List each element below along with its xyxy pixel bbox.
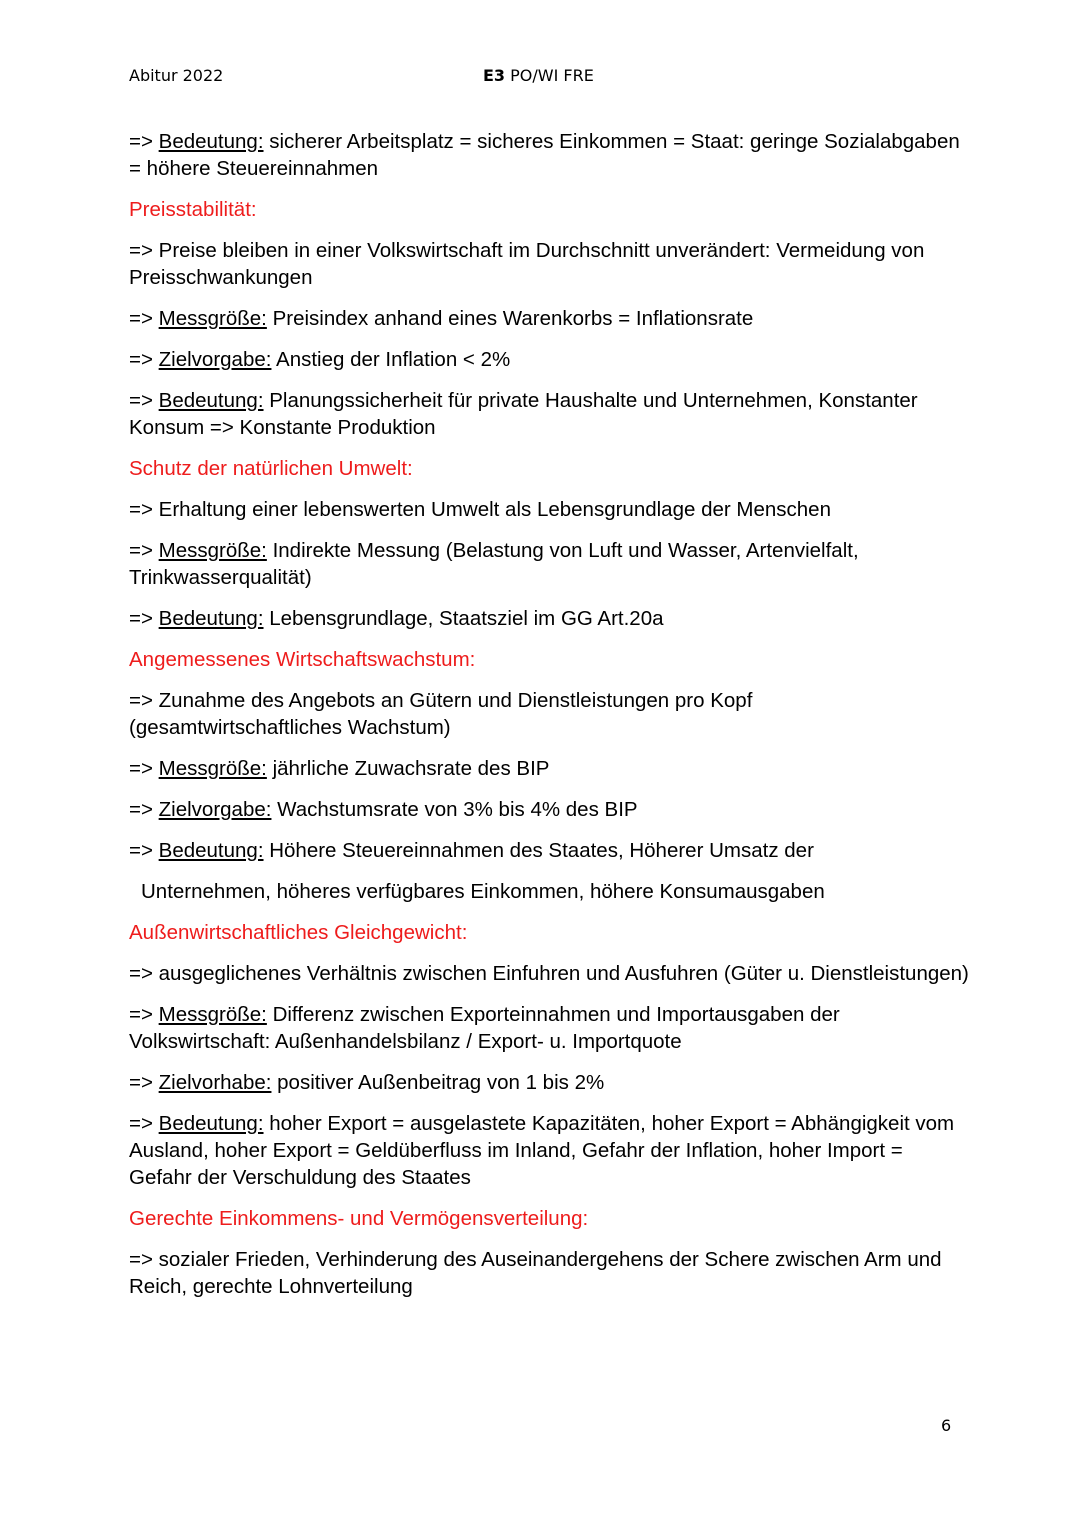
arrow-marker: =>	[129, 962, 159, 985]
bullet-item	[129, 305, 969, 332]
item-text: jährliche Zuwachsrate des BIP	[266, 757, 550, 780]
section-heading: Schutz der natürlichen Umwelt:	[129, 457, 413, 480]
bullet-item	[129, 1069, 969, 1096]
item-text: sozialer Frieden, Verhinderung des Auseinandergehens der Schere zwischen Arm und Reich, gerechte Lohnverteilung	[129, 1248, 942, 1298]
bullet-item	[129, 687, 969, 741]
arrow-marker: =>	[129, 498, 159, 521]
bullet-item	[129, 128, 969, 182]
arrow-marker: =>	[129, 307, 159, 330]
header-exam-year: Abitur 2022	[129, 66, 224, 85]
bullet-item	[129, 496, 969, 523]
arrow-marker: =>	[129, 1248, 159, 1271]
item-label: Bedeutung:	[158, 389, 264, 412]
arrow-marker: =>	[129, 389, 159, 412]
bullet-item	[129, 1246, 969, 1300]
continuation-line: Unternehmen, höheres verfügbares Einkommen, höhere Konsumausgaben	[141, 880, 825, 903]
arrow-marker: =>	[129, 130, 159, 153]
header-course-rest: PO/WI FRE	[505, 66, 594, 85]
arrow-marker: =>	[129, 539, 159, 562]
arrow-marker: =>	[129, 239, 159, 262]
item-label: Bedeutung:	[158, 1112, 264, 1135]
section-heading: Außenwirtschaftliches Gleichgewicht:	[129, 921, 468, 944]
page-number: 6	[941, 1416, 952, 1435]
bullet-item	[129, 960, 969, 987]
item-label: Zielvorhabe:	[158, 1071, 272, 1094]
bullet-item	[129, 537, 969, 591]
section-heading: Gerechte Einkommens- und Vermögensverteilung:	[129, 1207, 589, 1230]
arrow-marker: =>	[129, 1003, 159, 1026]
bullet-item	[129, 837, 969, 864]
item-label: Zielvorgabe:	[158, 798, 272, 821]
page-header	[129, 66, 949, 88]
section-heading: Preisstabilität:	[129, 198, 257, 221]
bullet-item	[129, 346, 969, 373]
header-course-code: E3	[483, 66, 506, 85]
arrow-marker: =>	[129, 757, 159, 780]
item-label: Bedeutung:	[158, 607, 264, 630]
section-heading: Angemessenes Wirtschaftswachstum:	[129, 648, 476, 671]
item-text: Preisindex anhand eines Warenkorbs = Inflationsrate	[266, 307, 754, 330]
item-text: ausgeglichenes Verhältnis zwischen Einfuhren und Ausfuhren (Güter u. Dienstleistungen)	[158, 962, 969, 985]
arrow-marker: =>	[129, 798, 159, 821]
item-label: Messgröße:	[158, 307, 267, 330]
item-text: Indirekte Messung (Belastung von Luft und Wasser, Artenvielfalt, Trinkwasserqualität)	[129, 539, 859, 589]
arrow-marker: =>	[129, 348, 159, 371]
item-text: Lebensgrundlage, Staatsziel im GG Art.20a	[263, 607, 664, 630]
document-body	[129, 128, 969, 1314]
bullet-item	[129, 387, 969, 441]
item-text: hoher Export = ausgelastete Kapazitäten, hoher Export = Abhängigkeit vom Ausland, hoher Export = Geldüberfluss im Inland, Gefahr der Inflation, hoher Import = Gefahr der Verschuldung des Staates	[129, 1112, 955, 1189]
item-text: Erhaltung einer lebenswerten Umwelt als Lebensgrundlage der Menschen	[158, 498, 831, 521]
arrow-marker: =>	[129, 607, 159, 630]
item-label: Messgröße:	[158, 1003, 267, 1026]
item-label: Bedeutung:	[158, 130, 264, 153]
item-label: Bedeutung:	[158, 839, 264, 862]
item-label: Messgröße:	[158, 539, 267, 562]
item-text: Differenz zwischen Exporteinnahmen und Importausgaben der Volkswirtschaft: Außenhandelsbilanz / Export- u. Importquote	[129, 1003, 840, 1053]
item-text: sicherer Arbeitsplatz = sicheres Einkommen = Staat: geringe Sozialabgaben = höhere Steuereinnahmen	[129, 130, 960, 180]
item-label: Messgröße:	[158, 757, 267, 780]
item-text: Anstieg der Inflation < 2%	[271, 348, 511, 371]
bullet-item	[129, 755, 969, 782]
arrow-marker: =>	[129, 839, 159, 862]
bullet-item	[129, 1110, 969, 1191]
item-text: Höhere Steuereinnahmen des Staates, Höherer Umsatz der	[263, 839, 814, 862]
item-text: Zunahme des Angebots an Gütern und Dienstleistungen pro Kopf (gesamtwirtschaftliches Wachstum)	[129, 689, 753, 739]
item-text: Wachstumsrate von 3% bis 4% des BIP	[271, 798, 638, 821]
bullet-item	[129, 796, 969, 823]
arrow-marker: =>	[129, 1112, 159, 1135]
item-text: positiver Außenbeitrag von 1 bis 2%	[271, 1071, 605, 1094]
arrow-marker: =>	[129, 689, 159, 712]
bullet-item	[129, 1001, 969, 1055]
item-text: Planungssicherheit für private Haushalte und Unternehmen, Konstanter Konsum => Konstante Produktion	[129, 389, 918, 439]
header-course	[483, 66, 594, 85]
arrow-marker: =>	[129, 1071, 159, 1094]
bullet-item	[129, 605, 969, 632]
item-text: Preise bleiben in einer Volkswirtschaft im Durchschnitt unverändert: Vermeidung von Preisschwankungen	[129, 239, 925, 289]
item-label: Zielvorgabe:	[158, 348, 272, 371]
bullet-item	[129, 237, 969, 291]
